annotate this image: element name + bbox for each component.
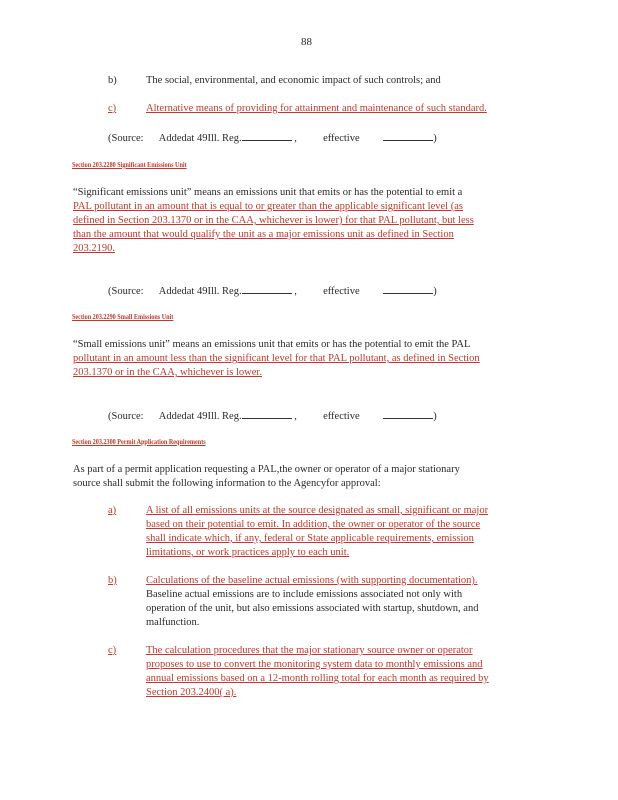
sec2290-line-1: “Small emissions unit” means an emissions unit that emits or has the potential to emit the PAL <box>73 339 471 350</box>
list-a-line-3: shall indicate which, if any, federal or State applicable requirements, emission <box>146 533 474 544</box>
source-line <box>108 130 437 144</box>
list-a-line-1: A list of all emissions units at the source designated as small, significant or major <box>146 505 489 516</box>
sec2280-line-1: “Significant emissions unit” means an emissions unit that emits or has the potential to emit a <box>73 187 463 198</box>
effective-blank <box>383 408 433 419</box>
list-c-line-2: proposes to use to convert the monitoring system data to monthly emissions and <box>146 659 483 670</box>
list-b-line-3: operation of the unit, but also emissions associated with startup, shutdown, and <box>146 603 479 614</box>
list-label-b: b) <box>108 575 117 586</box>
effective-blank <box>383 130 433 141</box>
source-prefix: (Source: <box>108 133 144 144</box>
list-label-c: c) <box>108 645 117 656</box>
list-b-line-2: Baseline actual emissions are to include emissions associated not only with <box>146 589 463 600</box>
reg-blank <box>242 408 292 419</box>
list-a-line-4: limitations, or work practices apply to each unit. <box>146 547 350 558</box>
source-close: ) <box>433 286 437 297</box>
source-effective: effective <box>323 286 360 297</box>
page-number: 88 <box>301 36 312 48</box>
list-b-line-1: Calculations of the baseline actual emissions (with supporting documentation). <box>146 575 478 586</box>
sec2280-line-4: than the amount that would qualify the unit as a major emissions unit as defined in Section <box>73 229 454 240</box>
source-line <box>108 283 437 297</box>
item-text-c: Alternative means of providing for attainment and maintenance of such standard. <box>146 103 487 114</box>
sec2300-line-1: As part of a permit application requesting a PAL,the owner or operator of a major stationary <box>73 464 460 475</box>
source-text: Addedat 49Ill. Reg. <box>158 286 242 297</box>
section-heading-2280: Section 203.2280 Significant Emissions Unit <box>72 160 187 169</box>
list-c-line-1: The calculation procedures that the major stationary source owner or operator <box>146 645 473 656</box>
source-close: ) <box>433 411 437 422</box>
source-close: ) <box>433 133 437 144</box>
source-effective: effective <box>323 133 360 144</box>
item-label-c: c) <box>108 103 117 114</box>
source-text: Addedat 49Ill. Reg. <box>158 411 242 422</box>
list-label-a: a) <box>108 505 117 516</box>
sec2290-line-2: pollutant in an amount less than the significant level for that PAL pollutant, as defined in Section <box>73 353 480 364</box>
item-label-b: b) <box>108 75 117 86</box>
effective-blank <box>383 283 433 294</box>
source-prefix: (Source: <box>108 411 144 422</box>
source-effective: effective <box>323 411 360 422</box>
source-line <box>108 408 437 422</box>
list-a-line-2: based on their potential to emit. In addition, the owner or operator of the source <box>146 519 481 530</box>
source-comma: , <box>294 133 297 144</box>
sec2290-line-3: 203.1370 or in the CAA, whichever is lower. <box>73 367 262 378</box>
sec2280-line-5: 203.2190. <box>73 243 115 254</box>
list-b-line-4: malfunction. <box>146 617 200 628</box>
reg-blank <box>242 130 292 141</box>
item-text-b: The social, environmental, and economic impact of such controls; and <box>146 75 441 86</box>
sec2300-line-2: source shall submit the following information to the Agencyfor approval: <box>73 478 381 489</box>
source-prefix: (Source: <box>108 286 144 297</box>
sec2280-line-2: PAL pollutant in an amount that is equal to or greater than the applicable significant level (as <box>73 201 463 212</box>
source-text: Addedat 49Ill. Reg. <box>158 133 242 144</box>
section-heading-2300: Section 203.2300 Permit Application Requirements <box>72 437 206 446</box>
source-comma: , <box>294 286 297 297</box>
list-c-line-3: annual emissions based on a 12-month rolling total for each month as required by <box>146 673 489 684</box>
source-comma: , <box>294 411 297 422</box>
sec2280-line-3: defined in Section 203.1370 or in the CAA, whichever is lower) for that PAL pollutant, but less <box>73 215 474 226</box>
section-heading-2290: Section 203.2290 Small Emissions Unit <box>72 312 174 321</box>
reg-blank <box>242 283 292 294</box>
list-c-line-4: Section 203.2400( a). <box>146 687 237 698</box>
